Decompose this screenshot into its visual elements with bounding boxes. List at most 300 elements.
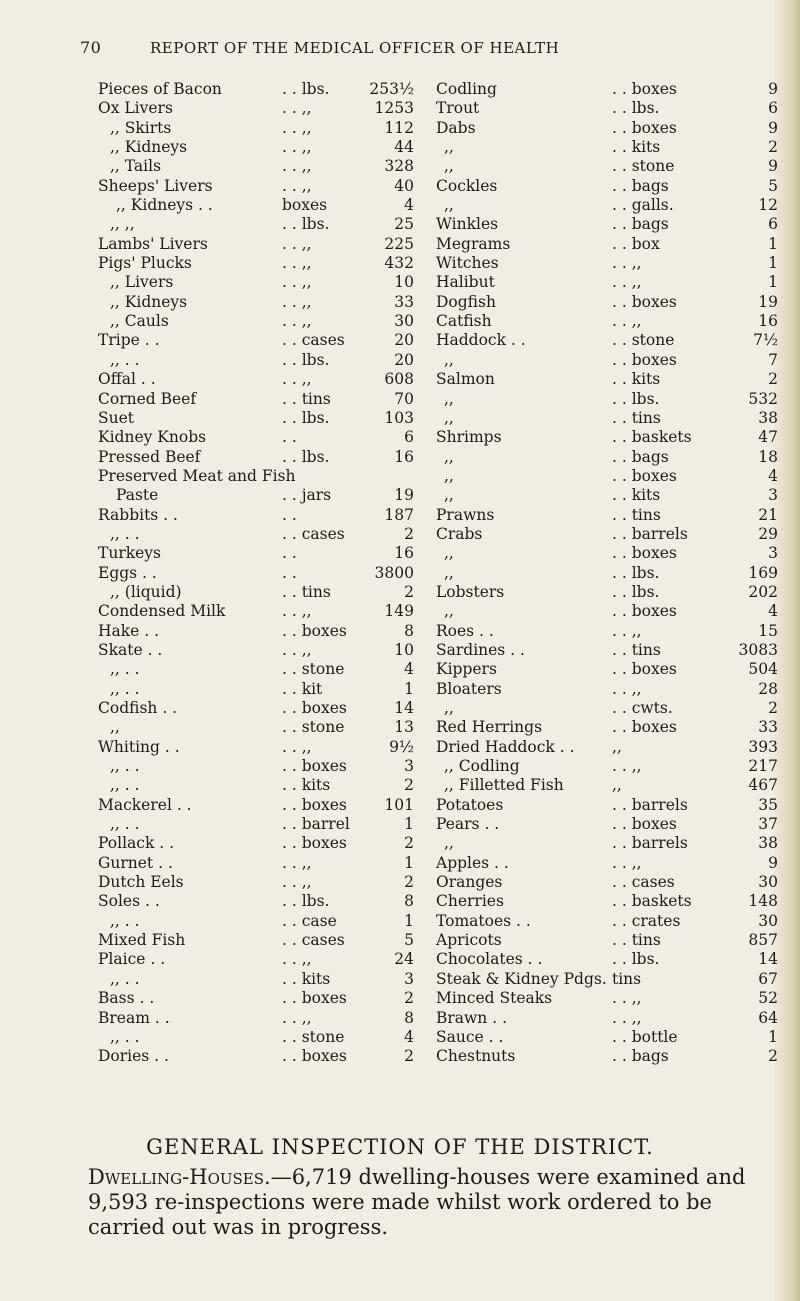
right-item-quantity: 4 xyxy=(768,602,778,621)
right-item-unit: . . tins xyxy=(612,640,661,659)
left-item-unit: . . boxes xyxy=(282,1047,347,1066)
right-item-name: ,, xyxy=(444,544,454,563)
left-item-quantity: 33 xyxy=(394,292,414,311)
right-item-quantity: 15 xyxy=(758,621,778,640)
right-item-name: Steak & Kidney Pdgs. xyxy=(436,969,607,988)
right-item-quantity: 857 xyxy=(748,931,778,950)
left-item-unit: . . lbs. xyxy=(282,350,330,369)
table-row xyxy=(98,970,778,989)
right-item-quantity: 202 xyxy=(748,582,778,601)
right-item-name: Pears . . xyxy=(436,815,500,834)
left-item-quantity: 24 xyxy=(394,950,414,969)
right-item-unit: . . boxes xyxy=(612,118,677,137)
left-item-unit: . . ,, xyxy=(282,99,312,118)
right-item-quantity: 38 xyxy=(758,408,778,427)
right-item-unit: . . boxes xyxy=(612,718,677,737)
right-item-unit: . . boxes xyxy=(612,544,677,563)
table-row xyxy=(98,196,778,215)
right-item-name: Kippers xyxy=(436,660,497,679)
left-item-name: ,, . . xyxy=(110,757,140,776)
right-item-unit: . . boxes xyxy=(612,660,677,679)
left-item-name: ,, . . xyxy=(110,911,140,930)
paragraph-text: —6,719 dwelling-houses were examined and 9,593 re-inspections were made whilst work ordered to be carried out was in progress. xyxy=(88,1165,746,1239)
right-item-name: Dogfish xyxy=(436,292,496,311)
right-item-quantity: 9 xyxy=(768,157,778,176)
right-item-quantity: 1 xyxy=(768,1027,778,1046)
table-row xyxy=(98,660,778,679)
right-item-unit: . . ,, xyxy=(612,254,642,273)
right-item-quantity: 1 xyxy=(768,234,778,253)
left-item-name: Soles . . xyxy=(98,892,160,911)
left-item-unit: . . ,, xyxy=(282,1008,312,1027)
left-item-unit: . . tins xyxy=(282,582,331,601)
right-item-name: Red Herrings xyxy=(436,718,543,737)
left-item-name: Dories . . xyxy=(98,1047,169,1066)
left-item-unit: . . lbs. xyxy=(282,408,330,427)
left-item-quantity: 3800 xyxy=(374,563,414,582)
left-item-unit: . . tins xyxy=(282,389,331,408)
right-item-quantity: 21 xyxy=(758,505,778,524)
left-item-unit: . . ,, xyxy=(282,157,312,176)
table-row xyxy=(98,428,778,447)
right-item-unit: . . lbs. xyxy=(612,99,660,118)
left-item-quantity: 2 xyxy=(404,776,414,795)
left-item-quantity: 44 xyxy=(394,138,414,157)
left-item-name: Dutch Eels xyxy=(98,873,184,892)
table-row xyxy=(98,1009,778,1028)
left-item-quantity: 9½ xyxy=(389,737,414,756)
table-row xyxy=(98,390,778,409)
left-item-unit: . . lbs. xyxy=(282,215,330,234)
left-item-name: Rabbits . . xyxy=(98,505,178,524)
right-item-name: Salmon xyxy=(436,370,495,389)
table-row xyxy=(98,989,778,1008)
table-row xyxy=(98,331,778,350)
left-item-quantity: 101 xyxy=(384,795,414,814)
left-item-quantity: 8 xyxy=(404,1008,414,1027)
left-item-quantity: 3 xyxy=(404,969,414,988)
left-item-quantity: 20 xyxy=(394,350,414,369)
left-item-name: ,, . . xyxy=(110,350,140,369)
table-row xyxy=(98,892,778,911)
right-item-unit: . . lbs. xyxy=(612,389,660,408)
right-item-name: Sardines . . xyxy=(436,640,525,659)
right-item-quantity: 1 xyxy=(768,254,778,273)
right-item-quantity: 38 xyxy=(758,834,778,853)
right-item-name: Trout xyxy=(436,99,480,118)
left-item-unit: . . ,, xyxy=(282,176,312,195)
left-item-name: ,, . . xyxy=(110,776,140,795)
right-item-unit: . . barrels xyxy=(612,795,688,814)
left-item-unit: . . barrel xyxy=(282,815,350,834)
left-item-quantity: 4 xyxy=(404,1027,414,1046)
left-item-unit: . . ,, xyxy=(282,370,312,389)
page-header xyxy=(80,38,760,62)
right-item-unit: . . lbs. xyxy=(612,563,660,582)
table-row xyxy=(98,544,778,563)
left-item-name: ,, . . xyxy=(110,524,140,543)
left-item-name: ,, Kidneys xyxy=(110,138,188,157)
left-item-quantity: 10 xyxy=(394,273,414,292)
right-item-unit: . . stone xyxy=(612,157,675,176)
right-item-name: Bloaters xyxy=(436,679,502,698)
left-item-name: Paste xyxy=(116,486,159,505)
right-item-unit: . . tins xyxy=(612,931,661,950)
table-row xyxy=(98,796,778,815)
table-row xyxy=(98,776,778,795)
running-title: REPORT OF THE MEDICAL OFFICER OF HEALTH xyxy=(150,39,560,57)
right-item-name: ,, xyxy=(444,157,454,176)
section-title: GENERAL INSPECTION OF THE DISTRICT. xyxy=(146,1135,654,1159)
right-item-quantity: 4 xyxy=(768,466,778,485)
table-row xyxy=(98,138,778,157)
right-item-unit: . . boxes xyxy=(612,466,677,485)
left-item-unit: . . kits xyxy=(282,776,331,795)
right-item-unit: . . ,, xyxy=(612,757,642,776)
right-item-name: ,, Codling xyxy=(444,757,520,776)
right-item-unit: . . ,, xyxy=(612,853,642,872)
left-item-name: Bass . . xyxy=(98,989,155,1008)
left-item-unit: . . lbs. xyxy=(282,447,330,466)
right-item-name: Winkles xyxy=(436,215,499,234)
table-row xyxy=(98,351,778,370)
left-item-quantity: 6 xyxy=(404,428,414,447)
right-item-unit: . . bags xyxy=(612,176,669,195)
table-row xyxy=(98,293,778,312)
page-number: 70 xyxy=(80,38,102,57)
left-item-unit: . . case xyxy=(282,911,337,930)
right-item-unit: . . ,, xyxy=(612,679,642,698)
left-item-name: Tripe . . xyxy=(98,331,160,350)
left-item-name: Gurnet . . xyxy=(98,853,173,872)
left-item-quantity: 1 xyxy=(404,911,414,930)
left-item-quantity: 14 xyxy=(394,699,414,717)
table-row xyxy=(98,834,778,853)
left-item-name: ,, Kidneys . . xyxy=(116,196,213,215)
right-item-unit: tins xyxy=(612,969,642,988)
left-item-unit: . . xyxy=(282,544,297,563)
right-item-unit: . . crates xyxy=(612,911,681,930)
left-item-name: ,, Livers xyxy=(110,273,174,292)
table-row xyxy=(98,815,778,834)
table-row xyxy=(98,177,778,196)
right-item-quantity: 2 xyxy=(768,1047,778,1066)
right-item-unit: . . cwts. xyxy=(612,699,673,717)
right-item-quantity: 37 xyxy=(758,815,778,834)
right-item-unit: . . barrels xyxy=(612,834,688,853)
left-item-quantity: 20 xyxy=(394,331,414,350)
right-item-quantity: 6 xyxy=(768,215,778,234)
left-item-unit: . . boxes xyxy=(282,757,347,776)
table-row xyxy=(98,448,778,467)
right-item-unit: . . stone xyxy=(612,331,675,350)
left-item-unit: . . xyxy=(282,505,297,524)
right-item-quantity: 9 xyxy=(768,80,778,98)
left-item-unit: . . ,, xyxy=(282,254,312,273)
right-item-name: ,, xyxy=(444,350,454,369)
table-row xyxy=(98,370,778,389)
right-item-quantity: 217 xyxy=(748,757,778,776)
table-row xyxy=(98,931,778,950)
left-item-unit: . . jars xyxy=(282,486,332,505)
right-item-unit: . . boxes xyxy=(612,350,677,369)
right-item-name: Cockles xyxy=(436,176,498,195)
right-item-name: Haddock . . xyxy=(436,331,526,350)
right-item-unit: . . lbs. xyxy=(612,582,660,601)
left-item-unit: . . boxes xyxy=(282,795,347,814)
right-item-name: Cherries xyxy=(436,892,504,911)
table-row xyxy=(98,622,778,641)
right-item-name: Sauce . . xyxy=(436,1027,504,1046)
right-item-name: Tomatoes . . xyxy=(436,911,531,930)
left-item-quantity: 112 xyxy=(384,118,414,137)
left-item-quantity: 40 xyxy=(394,176,414,195)
left-item-name: ,, xyxy=(110,718,120,737)
left-item-unit: . . ,, xyxy=(282,950,312,969)
right-item-name: Dabs xyxy=(436,118,476,137)
right-item-quantity: 6 xyxy=(768,99,778,118)
table-row xyxy=(98,525,778,544)
left-item-name: Plaice . . xyxy=(98,950,166,969)
right-item-quantity: 28 xyxy=(758,679,778,698)
table-row xyxy=(98,718,778,737)
right-item-unit: . . boxes xyxy=(612,80,677,98)
left-item-quantity: 8 xyxy=(404,621,414,640)
table-row xyxy=(98,1047,778,1066)
left-item-quantity: 16 xyxy=(394,447,414,466)
left-item-quantity: 225 xyxy=(384,234,414,253)
right-item-name: Oranges xyxy=(436,873,503,892)
left-item-unit: . . xyxy=(282,428,297,447)
right-item-quantity: 30 xyxy=(758,911,778,930)
right-item-quantity: 18 xyxy=(758,447,778,466)
right-item-quantity: 12 xyxy=(758,196,778,215)
left-item-name: Sheeps' Livers xyxy=(98,176,213,195)
right-item-name: ,, xyxy=(444,138,454,157)
table-row xyxy=(98,854,778,873)
right-item-quantity: 3 xyxy=(768,544,778,563)
right-item-quantity: 9 xyxy=(768,853,778,872)
right-item-unit: . . boxes xyxy=(612,815,677,834)
left-item-name: ,, . . xyxy=(110,815,140,834)
right-item-quantity: 14 xyxy=(758,950,778,969)
right-item-name: Lobsters xyxy=(436,582,505,601)
left-item-quantity: 1 xyxy=(404,815,414,834)
left-item-name: Pieces of Bacon xyxy=(98,80,222,98)
table-row xyxy=(98,641,778,660)
right-item-quantity: 504 xyxy=(748,660,778,679)
left-item-quantity: 8 xyxy=(404,892,414,911)
table-row xyxy=(98,738,778,757)
left-item-name: Pigs' Plucks xyxy=(98,254,192,273)
left-item-quantity: 10 xyxy=(394,640,414,659)
right-item-quantity: 3083 xyxy=(738,640,778,659)
left-item-name: Offal . . xyxy=(98,370,156,389)
left-item-name: ,, ,, xyxy=(110,215,135,234)
paragraph-lead: Dwelling-Houses. xyxy=(88,1165,271,1189)
right-item-quantity: 30 xyxy=(758,873,778,892)
right-item-unit: . . kits xyxy=(612,486,661,505)
left-item-quantity: 2 xyxy=(404,989,414,1008)
right-item-unit: ,, xyxy=(612,737,622,756)
right-item-name: Shrimps xyxy=(436,428,502,447)
left-item-name: ,, (liquid) xyxy=(110,582,182,601)
left-item-unit: . . cases xyxy=(282,931,345,950)
right-item-name: ,, xyxy=(444,196,454,215)
right-item-unit: . . kits xyxy=(612,138,661,157)
left-item-unit: . . kits xyxy=(282,969,331,988)
right-item-quantity: 29 xyxy=(758,524,778,543)
left-item-unit: . . boxes xyxy=(282,699,347,717)
left-item-quantity: 1 xyxy=(404,853,414,872)
right-item-name: Witches xyxy=(436,254,499,273)
right-item-quantity: 2 xyxy=(768,370,778,389)
right-item-name: Crabs xyxy=(436,524,483,543)
right-item-name: Roes . . xyxy=(436,621,494,640)
right-item-name: ,, xyxy=(444,563,454,582)
dwelling-houses-paragraph xyxy=(88,1165,778,1240)
right-item-name: ,, xyxy=(444,699,454,717)
left-item-name: Preserved Meat and Fish xyxy=(98,466,296,485)
right-item-unit: . . boxes xyxy=(612,602,677,621)
right-item-unit: . . baskets xyxy=(612,428,692,447)
right-item-quantity: 35 xyxy=(758,795,778,814)
right-item-quantity: 19 xyxy=(758,292,778,311)
right-item-unit: . . boxes xyxy=(612,292,677,311)
left-item-unit: . . ,, xyxy=(282,853,312,872)
condemned-food-table xyxy=(98,80,778,1067)
left-item-name: Skate . . xyxy=(98,640,163,659)
left-item-quantity: 25 xyxy=(394,215,414,234)
left-item-name: Mixed Fish xyxy=(98,931,186,950)
left-item-quantity: 1253 xyxy=(374,99,414,118)
right-item-quantity: 16 xyxy=(758,312,778,331)
left-item-unit: . . ,, xyxy=(282,602,312,621)
right-item-quantity: 148 xyxy=(748,892,778,911)
left-item-unit: . . ,, xyxy=(282,138,312,157)
left-item-name: Pollack . . xyxy=(98,834,175,853)
table-row xyxy=(98,680,778,699)
left-item-unit: . . stone xyxy=(282,660,345,679)
left-item-name: Kidney Knobs xyxy=(98,428,207,447)
right-item-unit: ,, xyxy=(612,776,622,795)
right-item-quantity: 3 xyxy=(768,486,778,505)
table-row xyxy=(98,912,778,931)
left-item-name: Ox Livers xyxy=(98,99,173,118)
table-row xyxy=(98,873,778,892)
left-item-unit: . . boxes xyxy=(282,989,347,1008)
left-item-unit: . . ,, xyxy=(282,273,312,292)
left-item-quantity: 4 xyxy=(404,660,414,679)
left-item-name: Whiting . . xyxy=(98,737,180,756)
left-item-name: Codfish . . xyxy=(98,699,178,717)
left-item-quantity: 432 xyxy=(384,254,414,273)
right-item-quantity: 47 xyxy=(758,428,778,447)
left-item-quantity: 16 xyxy=(394,544,414,563)
left-item-name: ,, . . xyxy=(110,679,140,698)
left-item-unit: . . lbs. xyxy=(282,892,330,911)
left-item-quantity: 19 xyxy=(394,486,414,505)
table-row xyxy=(98,312,778,331)
right-item-name: ,, xyxy=(444,602,454,621)
right-item-quantity: 7½ xyxy=(753,331,778,350)
right-item-unit: . . bags xyxy=(612,447,669,466)
right-item-name: ,, xyxy=(444,389,454,408)
table-row xyxy=(98,409,778,428)
left-item-unit: . . xyxy=(282,563,297,582)
table-row xyxy=(98,1028,778,1047)
table-row xyxy=(98,602,778,621)
left-item-quantity: 149 xyxy=(384,602,414,621)
right-item-name: ,, xyxy=(444,834,454,853)
table-row xyxy=(98,486,778,505)
right-item-quantity: 2 xyxy=(768,138,778,157)
table-row xyxy=(98,254,778,273)
left-item-unit: . . boxes xyxy=(282,621,347,640)
right-item-unit: . . box xyxy=(612,234,660,253)
right-item-name: ,, Filletted Fish xyxy=(444,776,564,795)
left-item-name: Bream . . xyxy=(98,1008,170,1027)
left-item-name: Lambs' Livers xyxy=(98,234,208,253)
table-row xyxy=(98,273,778,292)
left-item-unit: . . ,, xyxy=(282,737,312,756)
left-item-quantity: 3 xyxy=(404,757,414,776)
left-item-unit: . . ,, xyxy=(282,292,312,311)
left-item-name: Condensed Milk xyxy=(98,602,226,621)
table-row xyxy=(98,99,778,118)
left-item-name: Suet xyxy=(98,408,135,427)
left-item-unit: . . ,, xyxy=(282,234,312,253)
right-item-unit: . . lbs. xyxy=(612,950,660,969)
left-item-quantity: 2 xyxy=(404,582,414,601)
table-row xyxy=(98,583,778,602)
right-item-name: Codling xyxy=(436,80,497,98)
right-item-quantity: 33 xyxy=(758,718,778,737)
right-item-unit: . . cases xyxy=(612,873,675,892)
table-row xyxy=(98,80,778,99)
right-item-unit: . . bags xyxy=(612,1047,669,1066)
right-item-name: Catfish xyxy=(436,312,492,331)
left-item-quantity: 1 xyxy=(404,679,414,698)
right-item-name: Chocolates . . xyxy=(436,950,543,969)
right-item-name: ,, xyxy=(444,447,454,466)
right-item-unit: . . galls. xyxy=(612,196,674,215)
left-item-quantity: 5 xyxy=(404,931,414,950)
right-item-unit: . . barrels xyxy=(612,524,688,543)
right-item-unit: . . tins xyxy=(612,505,661,524)
right-item-quantity: 1 xyxy=(768,273,778,292)
right-item-unit: . . ,, xyxy=(612,312,642,331)
left-item-name: ,, . . xyxy=(110,660,140,679)
left-item-name: ,, Cauls xyxy=(110,312,169,331)
left-item-unit: . . ,, xyxy=(282,640,312,659)
right-item-name: ,, xyxy=(444,408,454,427)
right-item-unit: . . tins xyxy=(612,408,661,427)
left-item-quantity: 2 xyxy=(404,524,414,543)
left-item-quantity: 103 xyxy=(384,408,414,427)
left-item-unit: . . kit xyxy=(282,679,323,698)
right-item-name: Halibut xyxy=(436,273,495,292)
left-item-unit: . . stone xyxy=(282,1027,345,1046)
left-item-quantity: 4 xyxy=(404,196,414,215)
right-item-unit: . . baskets xyxy=(612,892,692,911)
left-item-name: ,, . . xyxy=(110,1027,140,1046)
table-row xyxy=(98,757,778,776)
left-item-name: ,, Skirts xyxy=(110,118,172,137)
right-item-name: Apricots xyxy=(436,931,502,950)
table-row xyxy=(98,564,778,583)
right-item-quantity: 532 xyxy=(748,389,778,408)
